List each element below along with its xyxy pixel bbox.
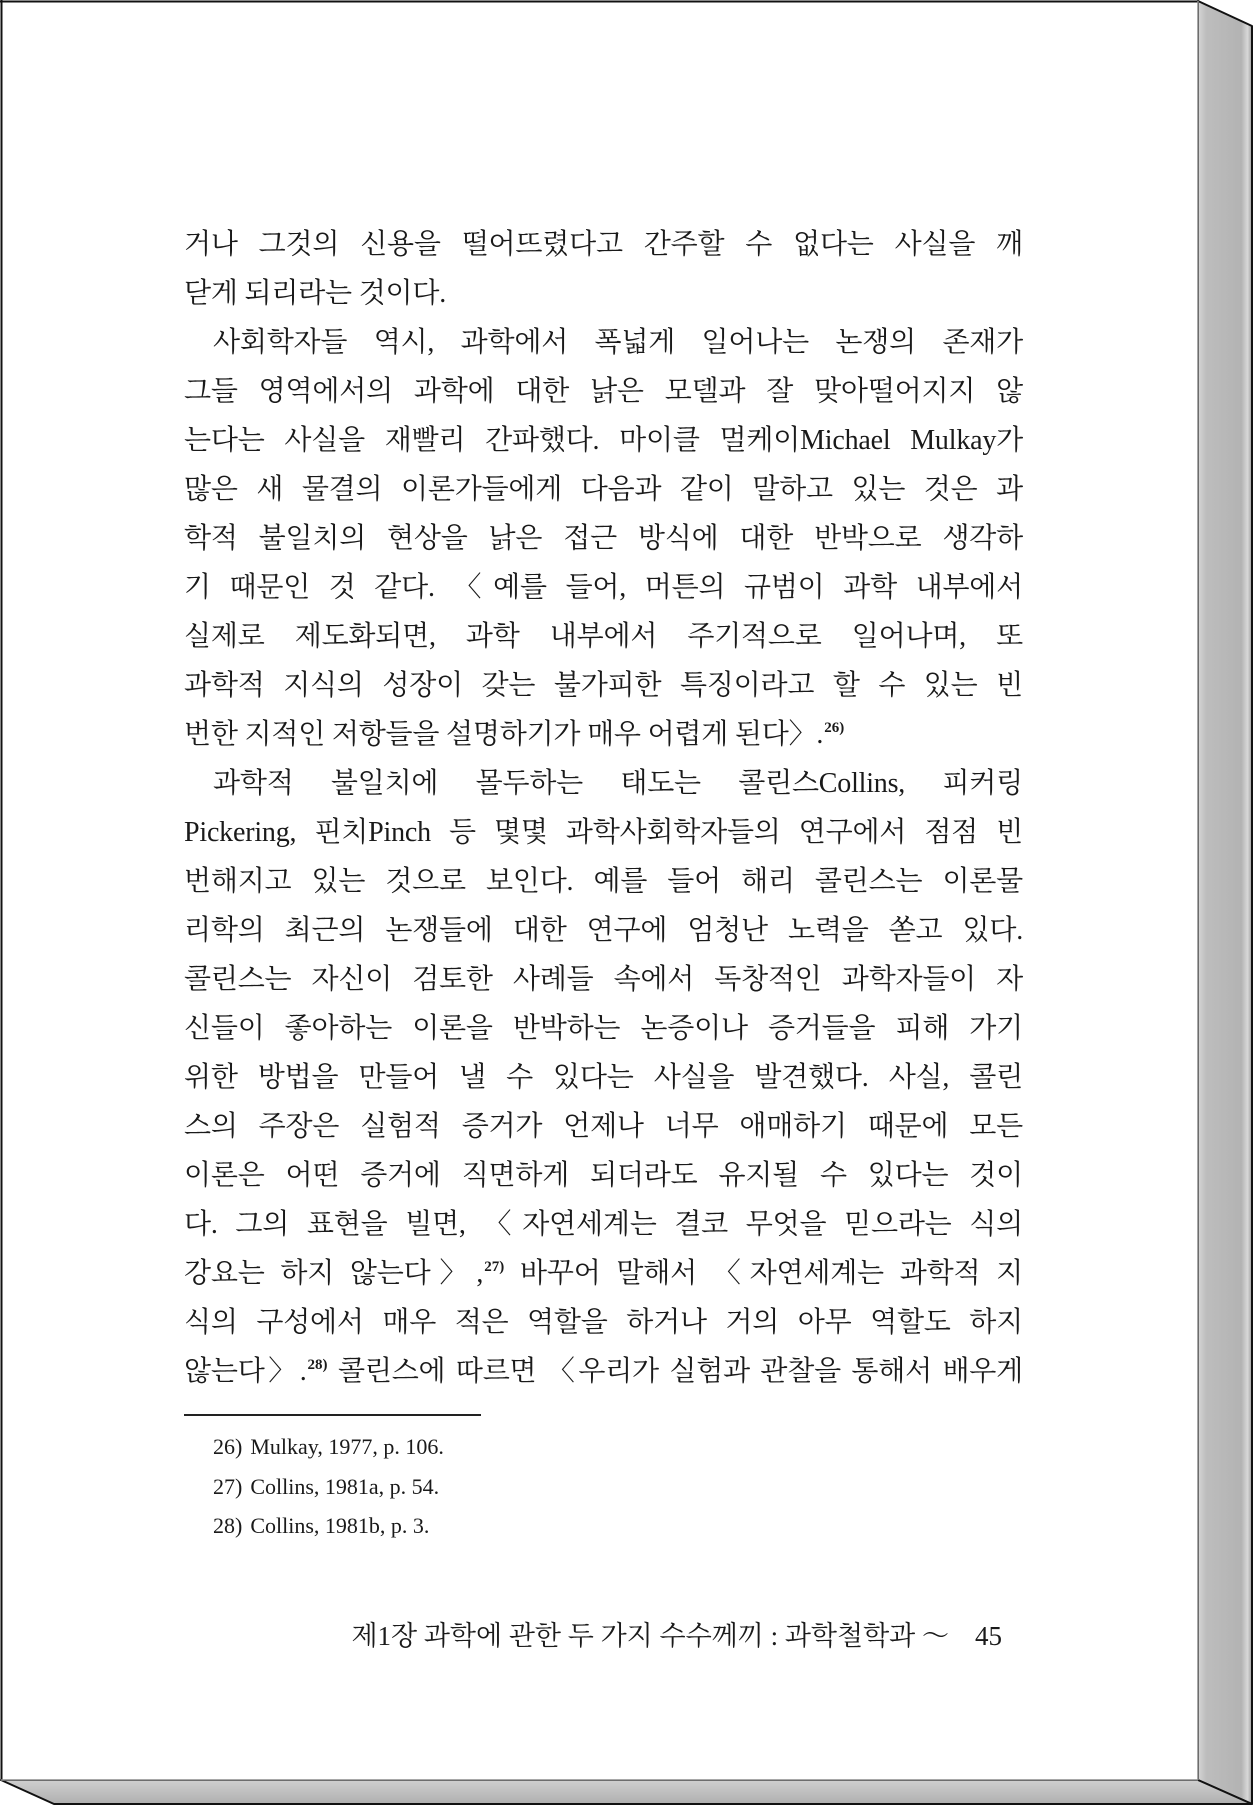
- paragraph: [184, 220, 1023, 318]
- text-segment: 번한 지적인 저항들을 설명하기가 매우 어렵게 된다〉.: [184, 719, 824, 750]
- page-stack-bottom-edge: [1, 1780, 1252, 1804]
- text-line: 과학적 지식의 성장이 갖는 불가피한 특징이라고 할 수 있는 빈: [184, 670, 1023, 701]
- text-line: 이론은 어떤 증거에 직면하게 되더라도 유지될 수 있다는 것이: [184, 1160, 1023, 1191]
- text-line: 사회학자들 역시, 과학에서 폭넓게 일어나는 논쟁의 존재가: [213, 327, 1023, 358]
- text-segment: 바꾸어 말해서 〈자연세계는 과학적 지: [504, 1258, 1023, 1289]
- text-line: 신들이 좋아하는 이론을 반박하는 논증이나 증거들을 피해 가기: [184, 1013, 1023, 1044]
- text-line: 스의 주장은 실험적 증거가 언제나 너무 애매하기 때문에 모든: [184, 1111, 1023, 1142]
- footnote-text: Collins, 1981a, p. 54.: [250, 1473, 440, 1499]
- text-segment: 강요는 하지 않는다〉,: [184, 1258, 484, 1289]
- text-line: 과학적 불일치에 몰두하는 태도는 콜린스Collins, 피커링: [213, 768, 1023, 799]
- running-footer: [240, 1616, 1002, 1656]
- text-segment: 콜린스에 따르면 〈우리가 실험과 관찰을 통해서 배우게: [327, 1356, 1023, 1387]
- footnote-text: Mulkay, 1977, p. 106.: [250, 1434, 444, 1459]
- text-segment: 않는다〉.: [184, 1356, 307, 1387]
- text-line: 번해지고 있는 것으로 보인다. 예를 들어 해리 콜린스는 이론물: [184, 866, 1023, 897]
- text-line: [184, 1347, 1023, 1396]
- text-line: 닫게 되리라는 것이다.: [184, 278, 447, 309]
- text-line: 기 때문인 것 같다. 〈예를 들어, 머튼의 규범이 과학 내부에서: [184, 572, 1023, 603]
- text-line: 위한 방법을 만들어 낼 수 있다는 사실을 발견했다. 사실, 콜린: [184, 1062, 1023, 1093]
- text-line: 리학의 최근의 논쟁들에 대한 연구에 엄청난 노력을 쏟고 있다.: [184, 915, 1023, 946]
- page-number: 45: [975, 1621, 1002, 1651]
- text-line: 식의 구성에서 매우 적은 역할을 하거나 거의 아무 역할도 하지: [184, 1307, 1023, 1338]
- text-line: 그들 영역에서의 과학에 대한 낡은 모델과 잘 맞아떨어지지 않: [184, 376, 1023, 407]
- footnotes: [213, 1427, 444, 1546]
- footnote: [213, 1427, 444, 1467]
- footnote: [213, 1506, 444, 1546]
- footnote-reference: 28): [307, 1357, 328, 1373]
- text-line: 많은 새 물결의 이론가들에게 다음과 같이 말하고 있는 것은 과: [184, 474, 1023, 505]
- text-line: 다. 그의 표현을 빌면, 〈자연세계는 결코 무엇을 믿으라는 식의: [184, 1209, 1023, 1240]
- text-line: 학적 불일치의 현상을 낡은 접근 방식에 대한 반박으로 생각하: [184, 523, 1023, 554]
- text-line: [184, 710, 1023, 759]
- body-text: [184, 220, 1023, 1396]
- text-line: 콜린스는 자신이 검토한 사례들 속에서 독창적인 과학자들이 자: [184, 964, 1023, 995]
- text-line: [184, 1249, 1023, 1298]
- text-line: Pickering, 핀치Pinch 등 몇몇 과학사회학자들의 연구에서 점점 빈: [184, 817, 1023, 848]
- text-line: 는다는 사실을 재빨리 간파했다. 마이클 멀케이Michael Mulkay가: [184, 425, 1023, 456]
- text-line: 실제로 제도화되면, 과학 내부에서 주기적으로 일어나며, 또: [184, 621, 1023, 652]
- paragraph: [184, 759, 1023, 1396]
- text-line: 거나 그것의 신용을 떨어뜨렸다고 간주할 수 없다는 사실을 깨: [184, 229, 1023, 260]
- footnote-reference: 26): [824, 720, 845, 736]
- footnote-number: 27): [213, 1473, 243, 1499]
- footnote-text: Collins, 1981b, p. 3.: [250, 1513, 430, 1538]
- footnote-number: 26): [213, 1434, 243, 1459]
- footnote-reference: 27): [484, 1259, 505, 1275]
- footnote-number: 28): [213, 1513, 243, 1538]
- running-footer-title: 제1장 과학에 관한 두 가지 수수께끼 : 과학철학과 ～: [351, 1621, 949, 1651]
- footnote: [213, 1467, 444, 1507]
- paragraph: [184, 318, 1023, 759]
- footnote-divider: [184, 1414, 481, 1416]
- page-stack-right-edge: [1198, 1, 1252, 1804]
